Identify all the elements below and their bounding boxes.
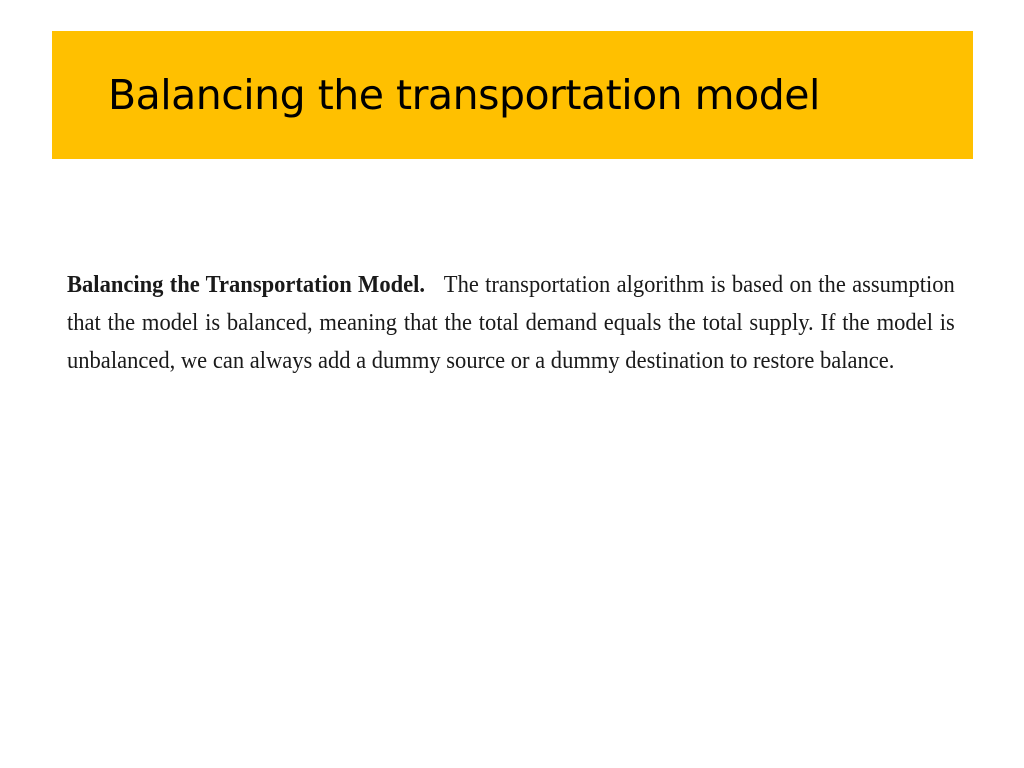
excerpt-body: The transportation algorithm is based on the assumption that the model is balanced, meaning that the total demand equals the total supply. If the model is unbalanced, we can always add a dummy source or a dummy destination to restore balance.: [67, 271, 955, 374]
slide-title: Balancing the transportation model: [108, 70, 820, 119]
text-excerpt: [67, 266, 955, 380]
excerpt-heading: Balancing the Transportation Model.: [67, 271, 426, 298]
title-banner: [52, 31, 973, 159]
